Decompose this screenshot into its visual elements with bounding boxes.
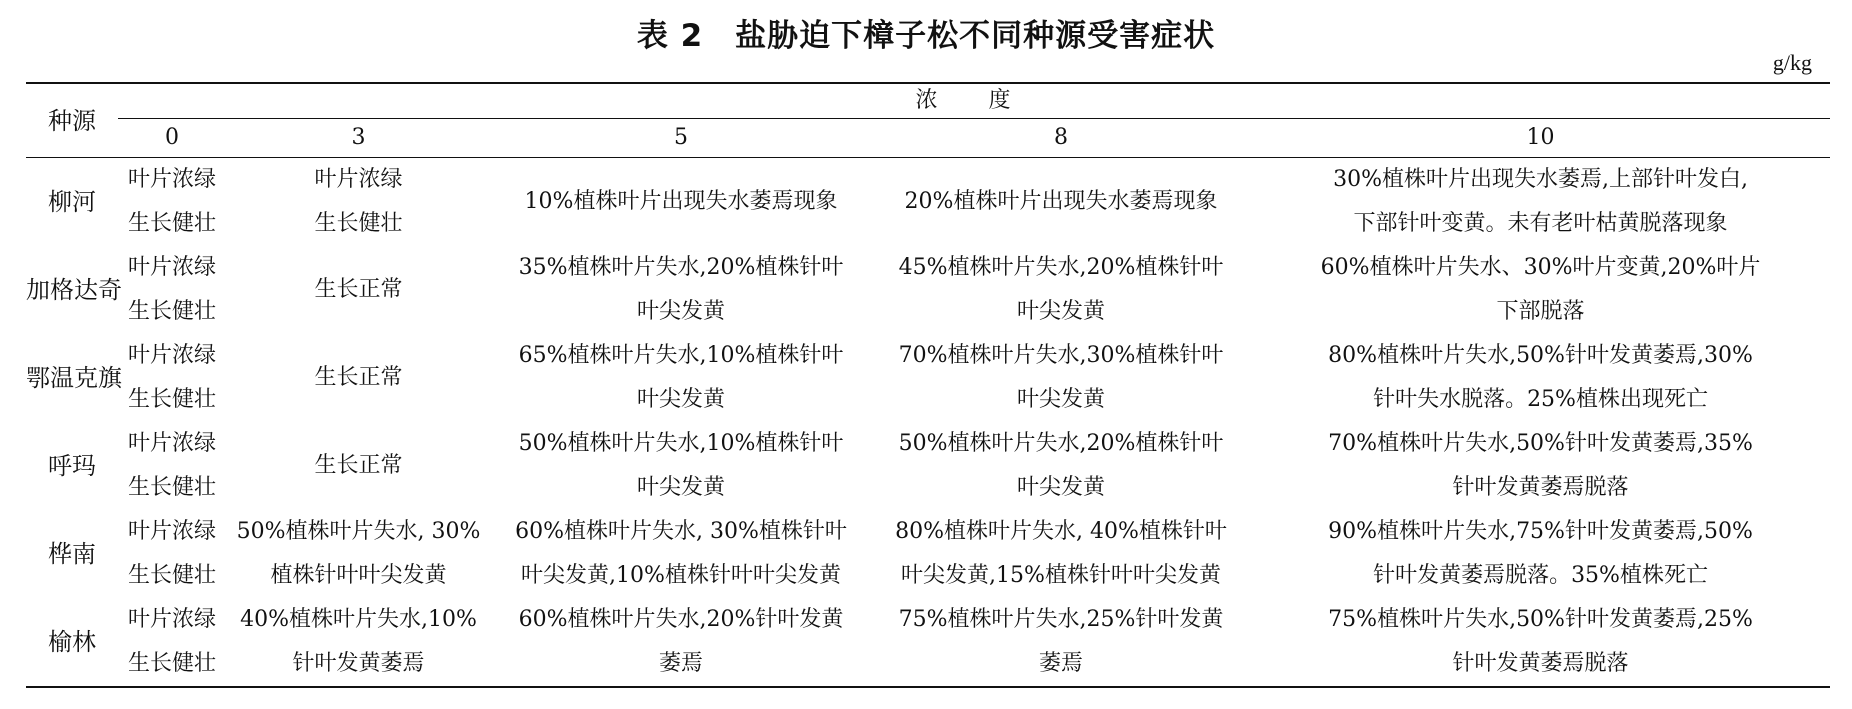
cell-line: 叶尖发黄 <box>636 387 725 412</box>
cell-line: 75%植株叶片失水,50%针叶发黄萎焉,25% <box>1328 607 1753 632</box>
table-row <box>26 598 1830 687</box>
concentration-0-header: 0 <box>118 119 226 158</box>
source-name: 鄂温克旗 <box>26 364 122 392</box>
symptom-cell <box>118 510 226 598</box>
cell-line: 生长健壮 <box>127 387 216 412</box>
symptom-cell <box>1251 598 1830 687</box>
symptom-cell <box>1251 334 1830 422</box>
cell-line: 生长正常 <box>314 277 403 302</box>
symptom-table <box>26 82 1830 688</box>
cell-line: 叶尖发黄 <box>1016 475 1105 500</box>
cell-line: 叶片浓绿 <box>127 431 216 456</box>
cell-line: 30%植株叶片出现失水萎焉,上部针叶发白, <box>1333 167 1748 192</box>
cell-line: 针叶失水脱落。25%植株出现死亡 <box>1373 387 1708 412</box>
symptom-cell <box>491 246 871 334</box>
cell-line: 生长健壮 <box>127 651 216 676</box>
cell-line: 下部脱落 <box>1496 299 1585 324</box>
symptom-cell <box>118 246 226 334</box>
cell-line: 生长健壮 <box>127 299 216 324</box>
cell-line: 叶尖发黄 <box>1016 387 1105 412</box>
source-name: 柳河 <box>48 188 96 216</box>
symptom-cell <box>226 598 491 687</box>
cell-line: 叶尖发黄 <box>1016 299 1105 324</box>
cell-line: 萎焉 <box>658 651 703 676</box>
symptom-cell <box>1251 246 1830 334</box>
symptom-cell <box>1251 422 1830 510</box>
cell-line: 针叶发黄萎焉脱落 <box>1452 651 1629 676</box>
concentration-10-header: 10 <box>1251 119 1830 158</box>
cell-line: 50%植株叶片失水,20%植株针叶 <box>898 431 1224 456</box>
cell-line: 生长健壮 <box>127 475 216 500</box>
concentration-3-header: 3 <box>226 119 491 158</box>
cell-line: 叶尖发黄,15%植株针叶叶尖发黄 <box>901 563 1221 588</box>
table-row <box>26 158 1830 247</box>
table-row <box>26 422 1830 510</box>
concentration-8-header: 8 <box>871 119 1251 158</box>
cell-line: 80%植株叶片失水,50%针叶发黄萎焉,30% <box>1328 343 1753 368</box>
cell-line: 叶片浓绿 <box>127 607 216 632</box>
symptom-cell <box>871 158 1251 247</box>
cell-line: 叶尖发黄 <box>636 299 725 324</box>
cell-line: 70%植株叶片失水,30%植株针叶 <box>898 343 1224 368</box>
symptom-cell <box>1251 510 1830 598</box>
cell-line: 生长正常 <box>314 453 403 478</box>
table-row <box>26 246 1830 334</box>
cell-line: 70%植株叶片失水,50%针叶发黄萎焉,35% <box>1328 431 1753 456</box>
cell-line: 下部针叶变黄。未有老叶枯黄脱落现象 <box>1353 211 1728 236</box>
cell-line: 40%植株叶片失水,10% <box>240 607 477 632</box>
symptom-cell <box>871 246 1251 334</box>
cell-line: 针叶发黄萎焉 <box>292 651 425 676</box>
symptom-cell <box>226 246 491 334</box>
symptom-cell <box>491 334 871 422</box>
cell-line: 叶尖发黄 <box>636 475 725 500</box>
symptom-cell <box>118 598 226 687</box>
cell-line: 生长健壮 <box>127 563 216 588</box>
symptom-cell <box>491 598 871 687</box>
cell-line: 叶片浓绿 <box>127 519 216 544</box>
symptom-cell <box>871 598 1251 687</box>
cell-line: 50%植株叶片失水, 30% <box>236 519 481 544</box>
cell-line: 植株针叶叶尖发黄 <box>270 563 447 588</box>
cell-line: 叶片浓绿 <box>127 167 216 192</box>
cell-line: 10%植株叶片出现失水萎焉现象 <box>524 189 838 214</box>
source-name: 呼玛 <box>48 452 96 480</box>
cell-line: 叶片浓绿 <box>314 167 403 192</box>
cell-line: 60%植株叶片失水、30%叶片变黄,20%叶片 <box>1320 255 1761 280</box>
symptom-cell <box>1251 158 1830 247</box>
cell-line: 90%植株叶片失水,75%针叶发黄萎焉,50% <box>1328 519 1753 544</box>
cell-line: 生长健壮 <box>314 211 403 236</box>
symptom-cell <box>226 422 491 510</box>
symptom-cell <box>491 422 871 510</box>
symptom-cell <box>226 334 491 422</box>
symptom-cell <box>118 334 226 422</box>
cell-line: 生长正常 <box>314 365 403 390</box>
symptom-cell <box>871 510 1251 598</box>
symptom-cell <box>118 158 226 247</box>
cell-line: 20%植株叶片出现失水萎焉现象 <box>904 189 1218 214</box>
unit-label: g/kg <box>1772 50 1812 75</box>
cell-line: 75%植株叶片失水,25%针叶发黄 <box>898 607 1224 632</box>
cell-line: 80%植株叶片失水, 40%植株针叶 <box>895 519 1227 544</box>
concentration-header: 浓 度 <box>118 83 1830 119</box>
source-header: 种源 <box>26 83 118 158</box>
symptom-cell <box>871 334 1251 422</box>
cell-line: 50%植株叶片失水,10%植株针叶 <box>518 431 844 456</box>
table-body <box>26 158 1830 688</box>
symptom-cell <box>226 510 491 598</box>
source-name: 加格达奇 <box>26 276 122 304</box>
cell-line: 针叶发黄萎焉脱落。35%植株死亡 <box>1373 563 1708 588</box>
cell-line: 萎焉 <box>1038 651 1083 676</box>
cell-line: 生长健壮 <box>127 211 216 236</box>
header-row-2 <box>26 119 1830 158</box>
symptom-cell <box>226 158 491 247</box>
table-row <box>26 334 1830 422</box>
cell-line: 60%植株叶片失水, 30%植株针叶 <box>515 519 847 544</box>
symptom-cell <box>871 422 1251 510</box>
cell-line: 65%植株叶片失水,10%植株针叶 <box>518 343 844 368</box>
cell-line: 叶片浓绿 <box>127 255 216 280</box>
source-name: 桦南 <box>48 540 96 568</box>
concentration-5-header: 5 <box>491 119 871 158</box>
cell-line: 叶尖发黄,10%植株针叶叶尖发黄 <box>521 563 841 588</box>
header-row-1 <box>26 83 1830 119</box>
table-row <box>26 510 1830 598</box>
source-name: 榆林 <box>26 598 118 687</box>
symptom-cell <box>491 158 871 247</box>
table-title: 表 2 盐胁迫下樟子松不同种源受害症状 <box>636 18 1216 54</box>
cell-line: 35%植株叶片失水,20%植株针叶 <box>518 255 844 280</box>
symptom-cell <box>491 510 871 598</box>
symptom-cell <box>118 422 226 510</box>
cell-line: 60%植株叶片失水,20%针叶发黄 <box>518 607 844 632</box>
cell-line: 叶片浓绿 <box>127 343 216 368</box>
cell-line: 针叶发黄萎焉脱落 <box>1452 475 1629 500</box>
cell-line: 45%植株叶片失水,20%植株针叶 <box>898 255 1224 280</box>
